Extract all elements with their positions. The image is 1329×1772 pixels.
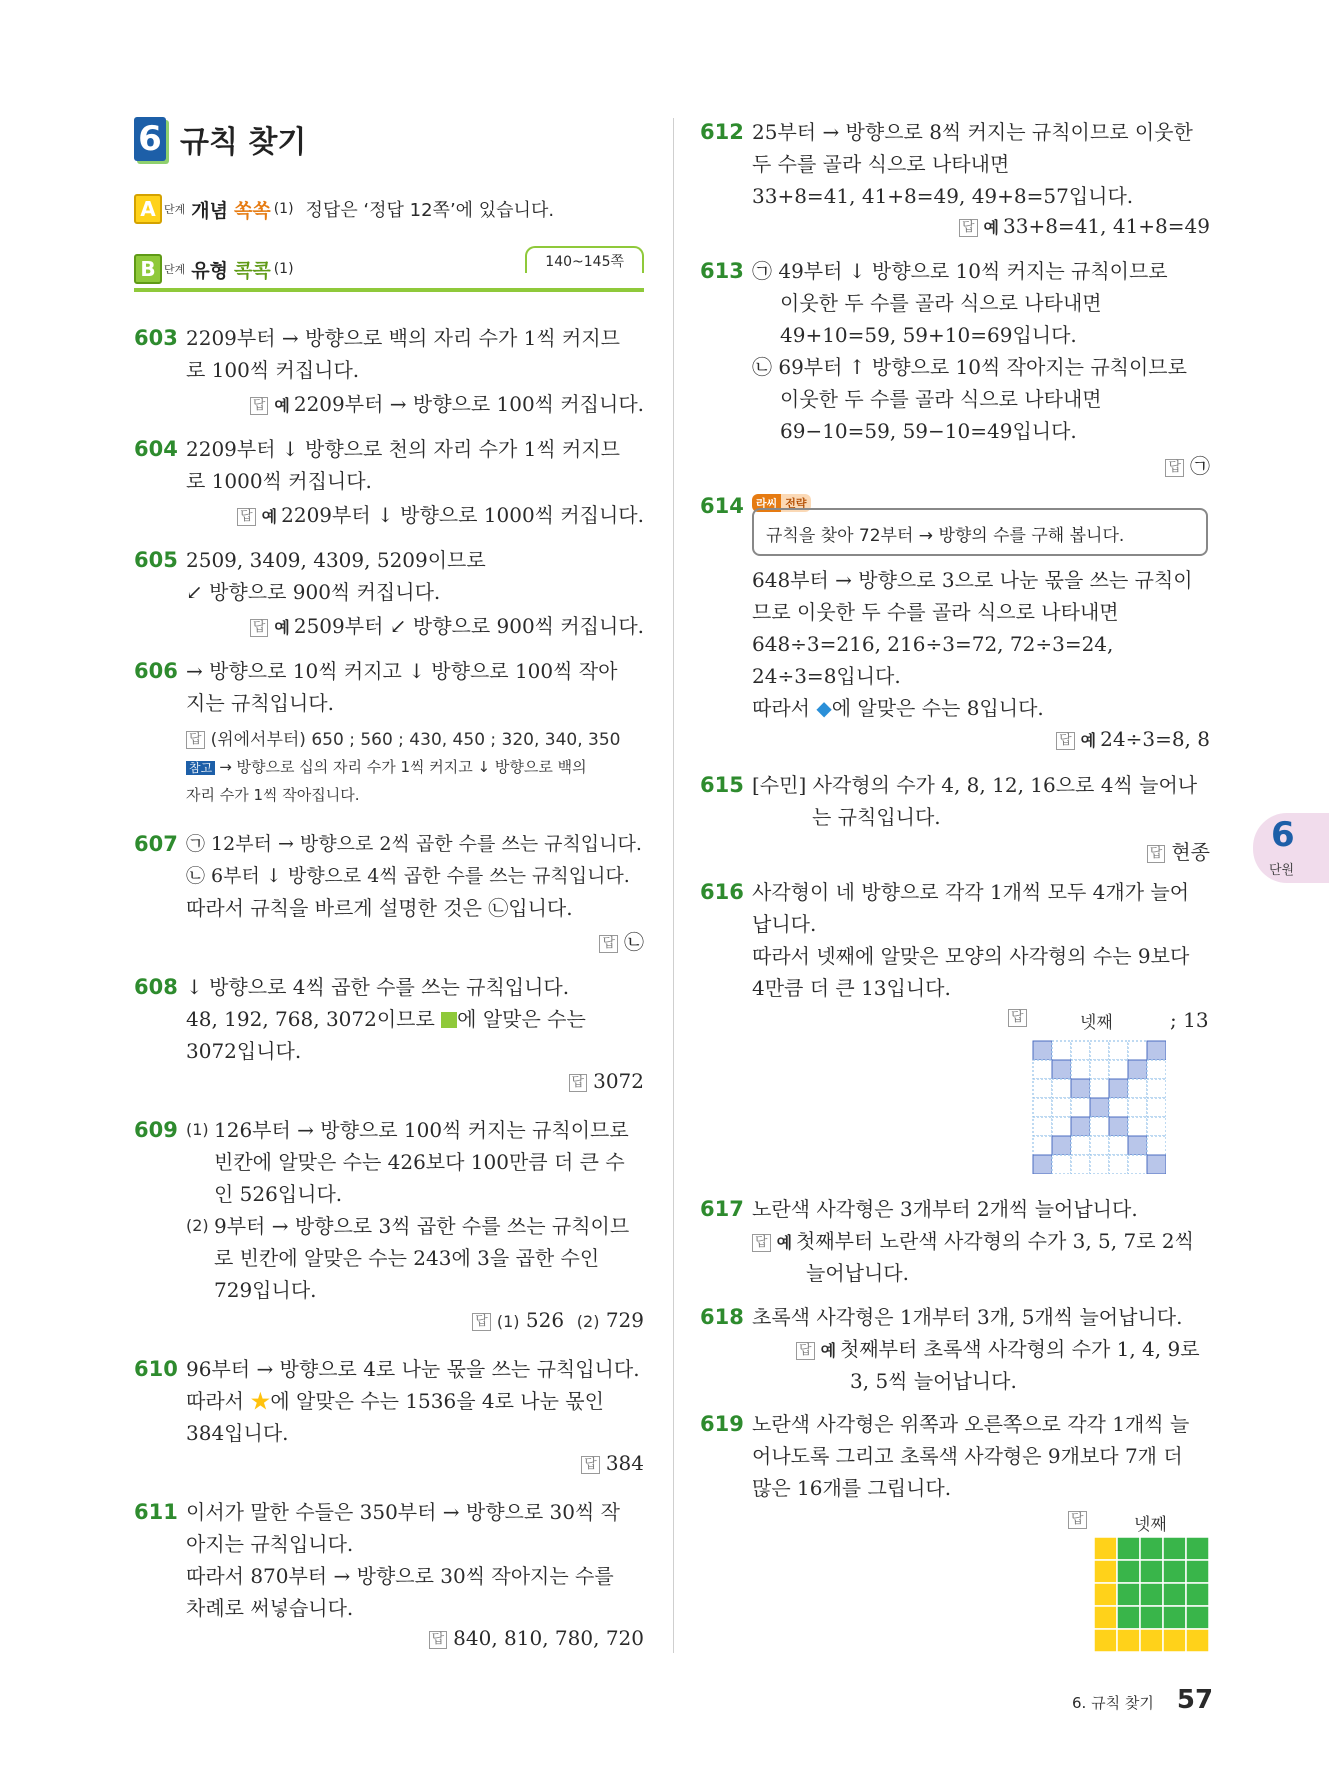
answer-label: 답 [250, 397, 269, 415]
answer-line [1068, 1510, 1093, 1529]
diamond-icon: ◆ [816, 696, 832, 720]
yellow-cell [1094, 1606, 1117, 1629]
answer-label: 답 [1165, 459, 1184, 477]
lime-square-icon [441, 1012, 457, 1028]
solution-line: 두 수를 골라 식으로 나타내면 [752, 152, 1010, 176]
solution-line: 따라서 ◆에 알맞은 수는 8입니다. [752, 696, 1044, 720]
answer-figure-label: 넷째 [1134, 1515, 1167, 1535]
empty-cell [1052, 1041, 1071, 1060]
answer-line [250, 610, 644, 639]
stage-b-tiny: 단계 [164, 263, 186, 276]
answer-line: 늘어납니다. [806, 1261, 909, 1285]
solution-line: 2209부터 → 방향으로 백의 자리 수가 1씩 커지므 [186, 326, 621, 350]
empty-cell [1071, 1041, 1090, 1060]
stage-b-pages: 140~145쪽 [525, 246, 644, 273]
strategy-tag-2: 전략 [781, 494, 810, 512]
answer-label: 답 [1147, 845, 1166, 863]
filled-cell [1109, 1117, 1128, 1136]
answer-line [599, 926, 644, 955]
yellow-cell [1094, 1629, 1117, 1652]
answer-line [1147, 836, 1210, 865]
green-cell [1163, 1560, 1186, 1583]
stage-a-name2: 쏙쏙 [233, 199, 271, 222]
empty-cell [1071, 1155, 1090, 1174]
solution-line: → 방향으로 10씩 커지고 ↓ 방향으로 100씩 작아 [186, 659, 618, 683]
stage-a-tiny: 단계 [164, 203, 186, 216]
green-cell [1140, 1537, 1163, 1560]
answer-text: ; 13 [1170, 1008, 1209, 1032]
solution-line: 노란색 사각형은 3개부터 2개씩 늘어납니다. [752, 1197, 1138, 1221]
answer-line [581, 1451, 644, 1475]
empty-cell [1052, 1155, 1071, 1174]
empty-cell [1128, 1079, 1147, 1098]
square-growth-grid [1093, 1536, 1211, 1654]
problem-number: 608 [134, 975, 178, 999]
green-cell [1117, 1537, 1140, 1560]
problem-number: 607 [134, 832, 178, 856]
filled-cell [1109, 1079, 1128, 1098]
yellow-cell [1186, 1629, 1209, 1652]
green-cell [1117, 1606, 1140, 1629]
answer-text: 현종 [1171, 840, 1210, 864]
solution-line: 따라서 870부터 → 방향으로 30씩 작아지는 수를 [186, 1564, 614, 1588]
yellow-cell [1094, 1537, 1117, 1560]
empty-cell [1109, 1060, 1128, 1079]
problem-number: 614 [700, 494, 744, 518]
empty-cell [1090, 1155, 1109, 1174]
solution-line: 로 빈칸에 알맞은 수는 243에 3을 곱한 수인 [214, 1246, 600, 1270]
solution-line: ㉡ 69부터 ↑ 방향으로 10씩 작아지는 규칙이므로 [752, 355, 1187, 379]
footer-chapter: 6. 규칙 찾기 [1072, 1694, 1154, 1712]
yellow-cell [1117, 1629, 1140, 1652]
answer-text: (위에서부터) 650 ; 560 ; 430, 450 ; 320, 340, 350 [210, 730, 621, 750]
answer-line [959, 214, 1210, 238]
stage-b-letter: B [134, 254, 162, 284]
empty-cell [1128, 1041, 1147, 1060]
green-cell [1186, 1560, 1209, 1583]
solution-line: 96부터 → 방향으로 4로 나눈 몫을 쓰는 규칙입니다. [186, 1357, 640, 1381]
solution-line: 로 100씩 커집니다. [186, 358, 360, 382]
note-tag: 참고 [186, 761, 215, 775]
solution-line: 49+10=59, 59+10=69입니다. [780, 323, 1077, 347]
green-cell [1186, 1583, 1209, 1606]
solution-line: ↙ 방향으로 900씩 커집니다. [186, 580, 441, 604]
green-cell [1163, 1606, 1186, 1629]
x-pattern-grid [1032, 1040, 1166, 1174]
subpart-label: (1) [186, 1120, 209, 1139]
solution-line: ↓ 방향으로 4씩 곱한 수를 쓰는 규칙입니다. [186, 975, 570, 999]
empty-cell [1128, 1155, 1147, 1174]
answer-label: 답 [796, 1342, 815, 1360]
answer-line: 답 예 첫째부터 초록색 사각형의 수가 1, 4, 9로 [796, 1333, 1200, 1367]
yellow-cell [1094, 1583, 1117, 1606]
answer-line: 답 예 첫째부터 노란색 사각형의 수가 3, 5, 7로 2씩 [752, 1225, 1194, 1259]
yellow-cell [1163, 1629, 1186, 1652]
solution-line: 이웃한 두 수를 골라 식으로 나타내면 [780, 291, 1102, 315]
example-mark: 예 [274, 618, 290, 637]
stage-a-letter: A [134, 194, 162, 224]
solution-line: 따라서 ★에 알맞은 수는 1536을 4로 나눈 몫인 [186, 1389, 604, 1413]
answer-line: 답 (1) 526 (2) 729 [472, 1308, 644, 1332]
solution-line: 노란색 사각형은 위쪽과 오른쪽으로 각각 1개씩 늘 [752, 1412, 1190, 1436]
answer-label: 답 [1068, 1511, 1087, 1529]
example-mark: 예 [261, 507, 278, 526]
answer-text: 2209부터 → 방향으로 100씩 커집니다. [293, 392, 644, 416]
stage-b-name2: 콕콕 [233, 259, 271, 282]
empty-cell [1090, 1117, 1109, 1136]
solution-line: 므로 이웃한 두 수를 골라 식으로 나타내면 [752, 600, 1119, 624]
solution-line: 인 526입니다. [214, 1182, 343, 1206]
solution-line: 많은 16개를 그립니다. [752, 1476, 952, 1500]
answer-label: 답 [429, 1631, 448, 1649]
empty-cell [1033, 1098, 1052, 1117]
solution-line: 4만큼 더 큰 13입니다. [752, 976, 951, 1000]
solution-line: 는 규칙입니다. [812, 805, 941, 829]
empty-cell [1090, 1041, 1109, 1060]
yellow-cell [1140, 1629, 1163, 1652]
empty-cell [1052, 1079, 1071, 1098]
example-mark: 예 [1080, 731, 1097, 750]
empty-cell [1147, 1136, 1166, 1155]
answer-line [429, 1626, 644, 1650]
filled-cell [1033, 1041, 1052, 1060]
empty-cell [1147, 1079, 1166, 1098]
answer-label: 답 [1056, 732, 1075, 750]
example-mark: 예 [983, 218, 999, 237]
stage-b-sub: (1) [273, 261, 294, 277]
empty-cell [1109, 1041, 1128, 1060]
empty-cell [1090, 1060, 1109, 1079]
problem-number: 605 [134, 548, 178, 572]
solution-line: 648부터 → 방향으로 3으로 나눈 몫을 쓰는 규칙이 [752, 568, 1193, 592]
example-mark: 예 [274, 396, 290, 415]
stage-a-note: 정답은 ‘정답 12쪽’에 있습니다. [305, 200, 555, 221]
green-cell [1140, 1606, 1163, 1629]
answer-line [1008, 1008, 1033, 1027]
strategy-box [752, 508, 1208, 556]
answer-text: 24÷3=8, 8 [1100, 727, 1210, 751]
problem-number: 604 [134, 437, 178, 461]
problem-number: 611 [134, 1500, 178, 1524]
note-line: 자리 수가 1씩 작아집니다. [186, 786, 360, 804]
problem-number: 617 [700, 1197, 744, 1221]
answer-line [569, 1069, 644, 1093]
solution-line: 로 1000씩 커집니다. [186, 469, 372, 493]
answer-label: 답 [472, 1313, 491, 1331]
example-mark: 예 [820, 1341, 837, 1360]
solution-line: 따라서 넷째에 알맞은 모양의 사각형의 수는 9보다 [752, 944, 1190, 968]
empty-cell [1147, 1098, 1166, 1117]
filled-cell [1052, 1136, 1071, 1155]
side-tab-number: 6 [1271, 815, 1295, 855]
solution-line: 24÷3=8입니다. [752, 664, 901, 688]
stage-a-name: 개념 [191, 199, 228, 222]
page-number: 57 [1176, 1685, 1214, 1715]
filled-cell [1128, 1136, 1147, 1155]
solution-line: 차례로 써넣습니다. [186, 1596, 354, 1620]
filled-cell [1052, 1060, 1071, 1079]
filled-cell [1128, 1060, 1147, 1079]
green-cell [1140, 1560, 1163, 1583]
solution-line: 아지는 규칙입니다. [186, 1532, 354, 1556]
filled-cell [1033, 1155, 1052, 1174]
page-footer [1072, 1685, 1213, 1715]
answer-text: 3072 [593, 1069, 644, 1093]
chapter-side-tab [1253, 813, 1329, 883]
empty-cell [1071, 1060, 1090, 1079]
example-mark: 예 [776, 1233, 793, 1252]
solution-line: 126부터 → 방향으로 100씩 커지는 규칙이므로 [214, 1118, 629, 1142]
solution-line: ㉡ 6부터 ↓ 방향으로 4씩 곱한 수를 쓰는 규칙입니다. [186, 865, 630, 887]
empty-cell [1090, 1136, 1109, 1155]
solution-line: 빈칸에 알맞은 수는 426보다 100만큼 더 큰 수 [214, 1150, 625, 1174]
right-column [700, 0, 1210, 1772]
empty-cell [1052, 1117, 1071, 1136]
problem-number: 612 [700, 120, 744, 144]
side-tab-label: 단원 [1269, 863, 1295, 878]
answer-label: 답 [581, 1456, 600, 1474]
answer-line [186, 725, 621, 750]
filled-cell [1071, 1079, 1090, 1098]
answer-label: 답 [569, 1074, 588, 1092]
empty-cell [1109, 1136, 1128, 1155]
answer-text: 384 [605, 1451, 644, 1475]
solution-line: 33+8=41, 41+8=49, 49+8=57입니다. [752, 184, 1134, 208]
solution-line: ㉠ 49부터 ↓ 방향으로 10씩 커지는 규칙이므로 [752, 259, 1168, 283]
solution-line: 이서가 말한 수들은 350부터 → 방향으로 30씩 작 [186, 1500, 621, 1524]
answer-label: 답 [237, 508, 256, 526]
answer-line [237, 499, 644, 528]
solution-line: 2209부터 ↓ 방향으로 천의 자리 수가 1씩 커지므 [186, 437, 621, 461]
empty-cell [1128, 1117, 1147, 1136]
empty-cell [1090, 1079, 1109, 1098]
answer-label: 답 [599, 935, 618, 953]
solution-line: 따라서 규칙을 바르게 설명한 것은 ㉡입니다. [186, 896, 573, 920]
answer-line [250, 388, 644, 417]
green-cell [1163, 1537, 1186, 1560]
green-cell [1163, 1583, 1186, 1606]
subpart-label: (2) [186, 1216, 209, 1235]
strategy-tag-1: 라씨 [752, 494, 781, 512]
solution-line: 2509, 3409, 4309, 5209이므로 [186, 548, 486, 572]
problem-number: 615 [700, 773, 744, 797]
solution-line: 3072입니다. [186, 1039, 302, 1063]
left-column [134, 0, 644, 1772]
problem-number: 609 [134, 1118, 178, 1142]
solution-line: 이웃한 두 수를 골라 식으로 나타내면 [780, 387, 1102, 411]
answer-line [1165, 450, 1210, 479]
filled-cell [1090, 1098, 1109, 1117]
empty-cell [1071, 1098, 1090, 1117]
answer-label: 답 [250, 619, 269, 637]
stage-b-name: 유형 [191, 259, 228, 282]
green-cell [1117, 1560, 1140, 1583]
solution-line: 48, 192, 768, 3072이므로 에 알맞은 수는 [186, 1007, 586, 1031]
column-divider [673, 118, 674, 1653]
solution-line: 384입니다. [186, 1421, 289, 1445]
empty-cell [1033, 1060, 1052, 1079]
empty-cell [1109, 1098, 1128, 1117]
answer-text: ㉡ [624, 930, 644, 954]
answer-text: 33+8=41, 41+8=49 [1003, 214, 1210, 238]
problem-number: 613 [700, 259, 744, 283]
answer-text: 2209부터 ↓ 방향으로 1000씩 커집니다. [281, 503, 644, 527]
empty-cell [1147, 1060, 1166, 1079]
empty-cell [1033, 1117, 1052, 1136]
answer-label: 답 [752, 1234, 771, 1252]
solution-line: 648÷3=216, 216÷3=72, 72÷3=24, [752, 632, 1114, 656]
problem-number: 618 [700, 1305, 744, 1329]
green-cell [1186, 1606, 1209, 1629]
empty-cell [1109, 1155, 1128, 1174]
note-text: → 방향으로 십의 자리 수가 1씩 커지고 ↓ 방향으로 백의 [219, 758, 587, 776]
green-cell [1117, 1583, 1140, 1606]
filled-cell [1147, 1155, 1166, 1174]
answer-line: 3, 5씩 늘어납니다. [850, 1369, 1017, 1393]
chapter-number-badge: 6 [134, 117, 166, 161]
solution-line: [수민] 사각형의 수가 4, 8, 12, 16으로 4씩 늘어나 [752, 773, 1198, 797]
empty-cell [1052, 1098, 1071, 1117]
strategy-text: 규칙을 찾아 72부터 → 방향의 수를 구해 봅니다. [766, 526, 1125, 546]
answer-figure-label: 넷째 [1080, 1013, 1113, 1033]
empty-cell [1033, 1079, 1052, 1098]
solution-line: 초록색 사각형은 1개부터 3개, 5개씩 늘어납니다. [752, 1305, 1183, 1329]
stage-a-sub: (1) [273, 201, 294, 217]
empty-cell [1071, 1136, 1090, 1155]
solution-line: 지는 규칙입니다. [186, 691, 334, 715]
answer-text: 840, 810, 780, 720 [453, 1626, 644, 1650]
answer-text: 2509부터 ↙ 방향으로 900씩 커집니다. [293, 614, 644, 638]
solution-line: ㉠ 12부터 → 방향으로 2씩 곱한 수를 쓰는 규칙입니다. [186, 833, 642, 855]
star-icon: ★ [250, 1389, 271, 1413]
solution-line: 9부터 → 방향으로 3씩 곱한 수를 쓰는 규칙이므 [214, 1214, 630, 1238]
solution-line: 25부터 → 방향으로 8씩 커지는 규칙이므로 이웃한 [752, 120, 1193, 144]
empty-cell [1128, 1098, 1147, 1117]
filled-cell [1147, 1041, 1166, 1060]
solution-line: 납니다. [752, 912, 817, 936]
solution-line: 69−10=59, 59−10=49입니다. [780, 419, 1077, 443]
green-cell [1140, 1583, 1163, 1606]
answer-text: ㉠ [1190, 454, 1210, 478]
answer-label: 답 [1008, 1009, 1027, 1027]
problem-number: 616 [700, 880, 744, 904]
problem-number: 610 [134, 1357, 178, 1381]
problem-number: 603 [134, 326, 178, 350]
yellow-cell [1094, 1560, 1117, 1583]
empty-cell [1033, 1136, 1052, 1155]
problem-number: 606 [134, 659, 178, 683]
green-cell [1186, 1537, 1209, 1560]
solution-line: 어나도록 그리고 초록색 사각형은 9개보다 7개 더 [752, 1444, 1183, 1468]
answer-label: 답 [959, 219, 978, 237]
note-line [186, 756, 587, 777]
solution-line: 729입니다. [214, 1278, 317, 1302]
answer-line [1056, 727, 1210, 751]
filled-cell [1071, 1117, 1090, 1136]
empty-cell [1147, 1117, 1166, 1136]
solution-line: 사각형이 네 방향으로 각각 1개씩 모두 4개가 늘어 [752, 880, 1190, 904]
chapter-title: 규칙 찾기 [180, 125, 307, 160]
problem-number: 619 [700, 1412, 744, 1436]
answer-label: 답 [186, 731, 205, 749]
